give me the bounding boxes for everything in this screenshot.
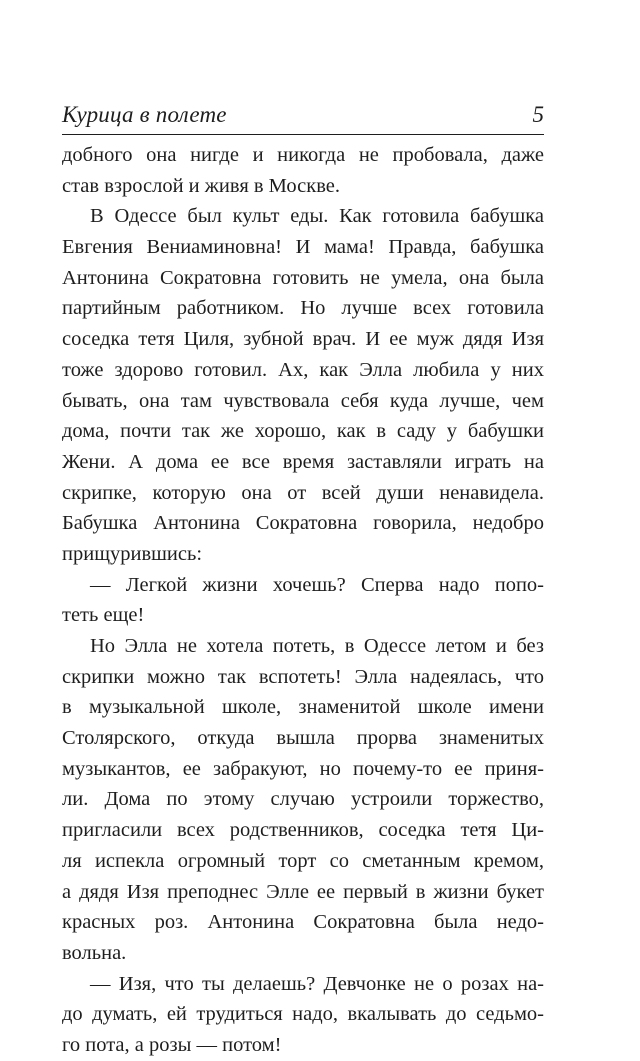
- text-line: Жени. А дома ее все время заставляли играть на: [62, 450, 544, 473]
- text-line: скрипке, которую она от всей души ненавидела.: [62, 481, 544, 504]
- text-line: ли. Дома по этому случаю устроили торжество,: [62, 788, 544, 811]
- text-line: В Одессе был культ еды. Как готовила бабушка: [90, 205, 544, 228]
- text-line: Столярского, откуда вышла прорва знаменитых: [62, 727, 544, 750]
- running-header: [62, 100, 544, 130]
- text-line: ля испекла огромный торт со сметанным кремом,: [62, 849, 544, 872]
- body-text: [62, 140, 544, 1061]
- header-rule: [62, 134, 544, 135]
- text-line: в музыкальной школе, знаменитой школе имени: [62, 696, 544, 719]
- running-title: Курица в полете: [62, 102, 227, 127]
- text-line: вольна.: [62, 941, 127, 964]
- text-line: теть еще!: [62, 604, 145, 627]
- page-number: 5: [532, 102, 544, 127]
- text-line: соседка тетя Циля, зубной врач. И ее муж дядя Изя: [62, 328, 544, 351]
- text-line: пригласили всех родственников, соседка тетя Ци-: [62, 819, 544, 842]
- text-line: Бабушка Антонина Сократовна говорила, недобро: [62, 512, 544, 535]
- text-line: прищурившись:: [62, 542, 203, 565]
- text-line: тоже здорово готовил. Ах, как Элла любила у них: [62, 358, 544, 381]
- text-line: Но Элла не хотела потеть, в Одессе летом и без: [90, 635, 544, 657]
- text-line: дома, почти так же хорошо, как в саду у бабушки: [62, 420, 544, 443]
- text-line: став взрослой и живя в Москве.: [62, 174, 340, 197]
- text-line: скрипки можно так вспотеть! Элла надеялась, что: [62, 665, 544, 688]
- text-line: го пота, а розы — потом!: [62, 1033, 282, 1056]
- text-line: музыкантов, ее забракуют, но почему-то ее приня-: [62, 757, 544, 780]
- text-line: Антонина Сократовна готовить не умела, она была: [62, 266, 544, 289]
- text-line: Евгения Вениаминовна! И мама! Правда, бабушка: [62, 236, 544, 259]
- text-line: бывать, она там чувствовала себя куда лучше, чем: [62, 389, 544, 412]
- text-line: партийным работником. Но лучше всех готовила: [62, 297, 544, 320]
- text-line: красных роз. Антонина Сократовна была недо-: [62, 911, 544, 934]
- text-line: — Изя, что ты делаешь? Девчонке не о розах на-: [90, 972, 544, 995]
- text-line: а дядя Изя преподнес Элле ее первый в жизни букет: [62, 880, 544, 903]
- text-line: добного она нигде и никогда не пробовала, даже: [62, 144, 544, 166]
- text-line: — Легкой жизни хочешь? Сперва надо попо-: [90, 573, 544, 596]
- text-line: до думать, ей трудиться надо, вкалывать до седьмо-: [62, 1003, 544, 1026]
